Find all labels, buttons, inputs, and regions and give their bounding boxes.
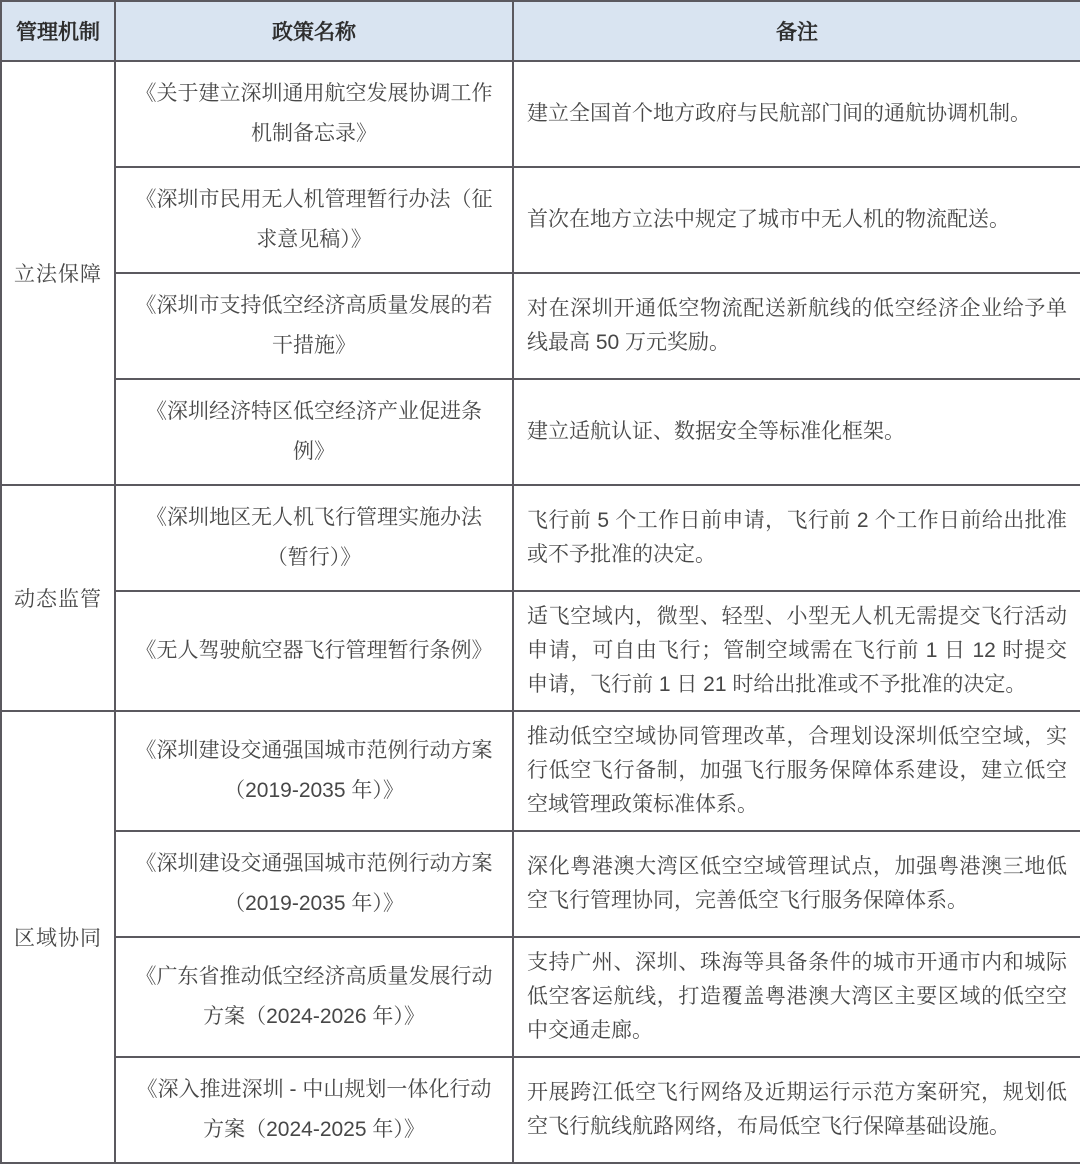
col-header-mechanism: 管理机制 (1, 1, 115, 61)
policy-cell: 《无人驾驶航空器飞行管理暂行条例》 (115, 591, 513, 711)
table-body (1, 61, 1080, 1163)
table-row (1, 167, 1080, 273)
table-row (1, 831, 1080, 937)
table-row (1, 937, 1080, 1057)
note-cell: 首次在地方立法中规定了城市中无人机的物流配送。 (513, 167, 1080, 273)
table-row (1, 1057, 1080, 1163)
table-row (1, 591, 1080, 711)
note-cell: 飞行前 5 个工作日前申请，飞行前 2 个工作日前给出批准或不予批准的决定。 (513, 485, 1080, 591)
table-row (1, 711, 1080, 831)
policy-cell: 《深圳地区无人机飞行管理实施办法（暂行）》 (115, 485, 513, 591)
policy-cell: 《广东省推动低空经济高质量发展行动方案（2024-2026 年）》 (115, 937, 513, 1057)
table-row (1, 485, 1080, 591)
policy-cell: 《深圳市支持低空经济高质量发展的若干措施》 (115, 273, 513, 379)
policy-cell: 《深圳市民用无人机管理暂行办法（征求意见稿）》 (115, 167, 513, 273)
mechanism-cell-regional: 区域协同 (1, 711, 115, 1163)
header-row (1, 1, 1080, 61)
note-cell: 对在深圳开通低空物流配送新航线的低空经济企业给予单线最高 50 万元奖励。 (513, 273, 1080, 379)
note-cell: 推动低空空域协同管理改革，合理划设深圳低空空域，实行低空飞行备制，加强飞行服务保障体系建设，建立低空空域管理政策标准体系。 (513, 711, 1080, 831)
policy-cell: 《深入推进深圳 - 中山规划一体化行动方案（2024-2025 年）》 (115, 1057, 513, 1163)
table-row (1, 379, 1080, 485)
col-header-note: 备注 (513, 1, 1080, 61)
mechanism-cell-legislation: 立法保障 (1, 61, 115, 485)
note-cell: 支持广州、深圳、珠海等具备条件的城市开通市内和城际低空客运航线，打造覆盖粤港澳大湾区主要区域的低空空中交通走廊。 (513, 937, 1080, 1057)
col-header-policy: 政策名称 (115, 1, 513, 61)
note-cell: 建立适航认证、数据安全等标准化框架。 (513, 379, 1080, 485)
policy-cell: 《关于建立深圳通用航空发展协调工作机制备忘录》 (115, 61, 513, 167)
note-cell: 适飞空域内，微型、轻型、小型无人机无需提交飞行活动申请，可自由飞行；管制空域需在飞行前 1 日 12 时提交申请，飞行前 1 日 21 时给出批准或不予批准的决定。 (513, 591, 1080, 711)
policy-cell: 《深圳经济特区低空经济产业促进条例》 (115, 379, 513, 485)
table-row (1, 61, 1080, 167)
table-header (1, 1, 1080, 61)
note-cell: 建立全国首个地方政府与民航部门间的通航协调机制。 (513, 61, 1080, 167)
policy-cell: 《深圳建设交通强国城市范例行动方案（2019-2035 年）》 (115, 711, 513, 831)
note-cell: 开展跨江低空飞行网络及近期运行示范方案研究，规划低空飞行航线航路网络，布局低空飞行保障基础设施。 (513, 1057, 1080, 1163)
mechanism-cell-supervision: 动态监管 (1, 485, 115, 711)
policy-cell: 《深圳建设交通强国城市范例行动方案（2019-2035 年）》 (115, 831, 513, 937)
table-row (1, 273, 1080, 379)
note-cell: 深化粤港澳大湾区低空空域管理试点，加强粤港澳三地低空飞行管理协同，完善低空飞行服务保障体系。 (513, 831, 1080, 937)
